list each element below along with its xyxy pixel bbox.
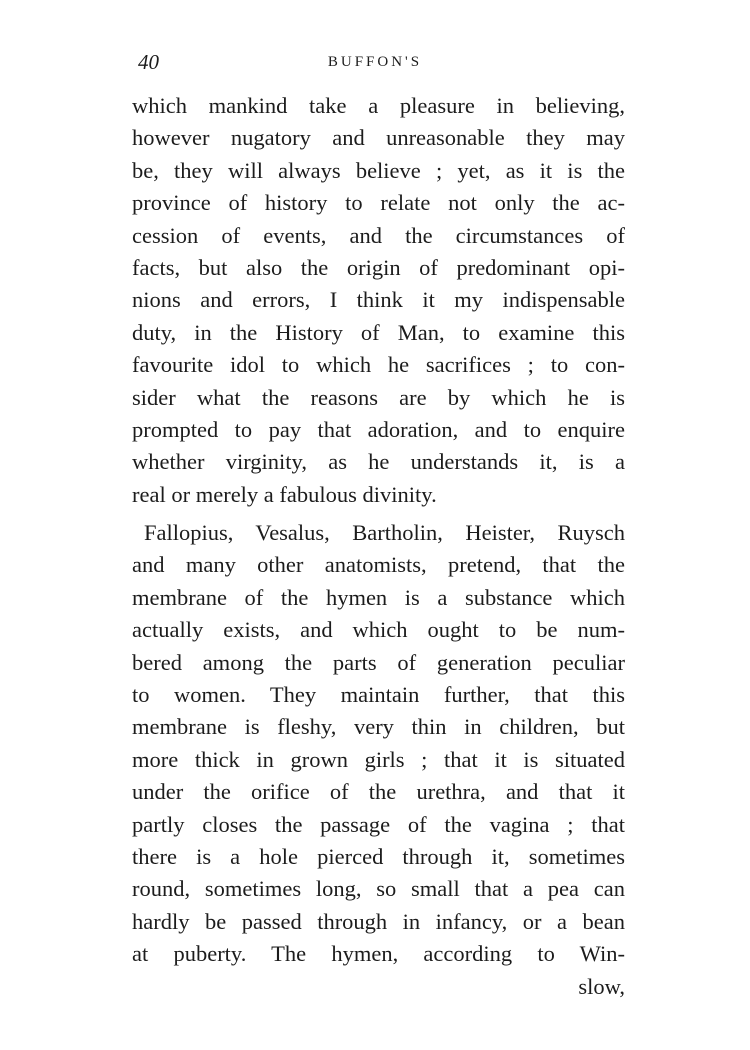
text-line: favourite idol to which he sacrifices ; to con- bbox=[132, 352, 625, 378]
text-line: more thick in grown girls ; that it is situated bbox=[132, 746, 625, 772]
paragraph bbox=[132, 517, 625, 970]
page-number: 40 bbox=[138, 50, 159, 74]
text-line: bered among the parts of generation peculiar bbox=[132, 649, 625, 675]
text-line: membrane of the hymen is a substance which bbox=[132, 584, 625, 610]
text-line: membrane is fleshy, very thin in children, but bbox=[132, 714, 625, 740]
text-line: under the orifice of the urethra, and that it bbox=[132, 779, 625, 805]
paragraph bbox=[132, 90, 625, 511]
text-line: duty, in the History of Man, to examine this bbox=[132, 319, 625, 345]
text-line: partly closes the passage of the vagina ; that bbox=[132, 811, 625, 837]
text-line: nions and errors, I think it my indispensable bbox=[132, 287, 625, 313]
text-line: at puberty. The hymen, according to Win- bbox=[132, 941, 625, 967]
catchword: slow, bbox=[578, 973, 625, 999]
text-line: province of history to relate not only the ac- bbox=[132, 190, 625, 216]
text-line: and many other anatomists, pretend, that the bbox=[132, 552, 625, 578]
text-line: real or merely a fabulous divinity. bbox=[132, 481, 437, 507]
text-line: facts, but also the origin of predominant opi- bbox=[132, 254, 625, 280]
text-line: there is a hole pierced through it, sometimes bbox=[132, 843, 625, 869]
text-line: actually exists, and which ought to be num- bbox=[132, 617, 625, 643]
text-line: whether virginity, as he understands it, is a bbox=[132, 449, 625, 475]
text-line: prompted to pay that adoration, and to enquire bbox=[132, 416, 625, 442]
page-body bbox=[132, 90, 625, 1003]
text-line: be, they will always believe ; yet, as it is the bbox=[132, 157, 625, 183]
running-head: BUFFON'S bbox=[327, 54, 423, 70]
text-line: hardly be passed through in infancy, or a bean bbox=[132, 908, 625, 934]
text-line: round, sometimes long, so small that a pea can bbox=[132, 876, 625, 902]
text-line: sider what the reasons are by which he is bbox=[132, 384, 625, 410]
text-line: to women. They maintain further, that this bbox=[132, 682, 625, 708]
text-line: which mankind take a pleasure in believing, bbox=[132, 93, 625, 118]
text-line: cession of events, and the circumstances of bbox=[132, 222, 625, 248]
text-line: Fallopius, Vesalus, Bartholin, Heister, Ruysch bbox=[144, 520, 625, 546]
text-line: however nugatory and unreasonable they may bbox=[132, 125, 625, 151]
